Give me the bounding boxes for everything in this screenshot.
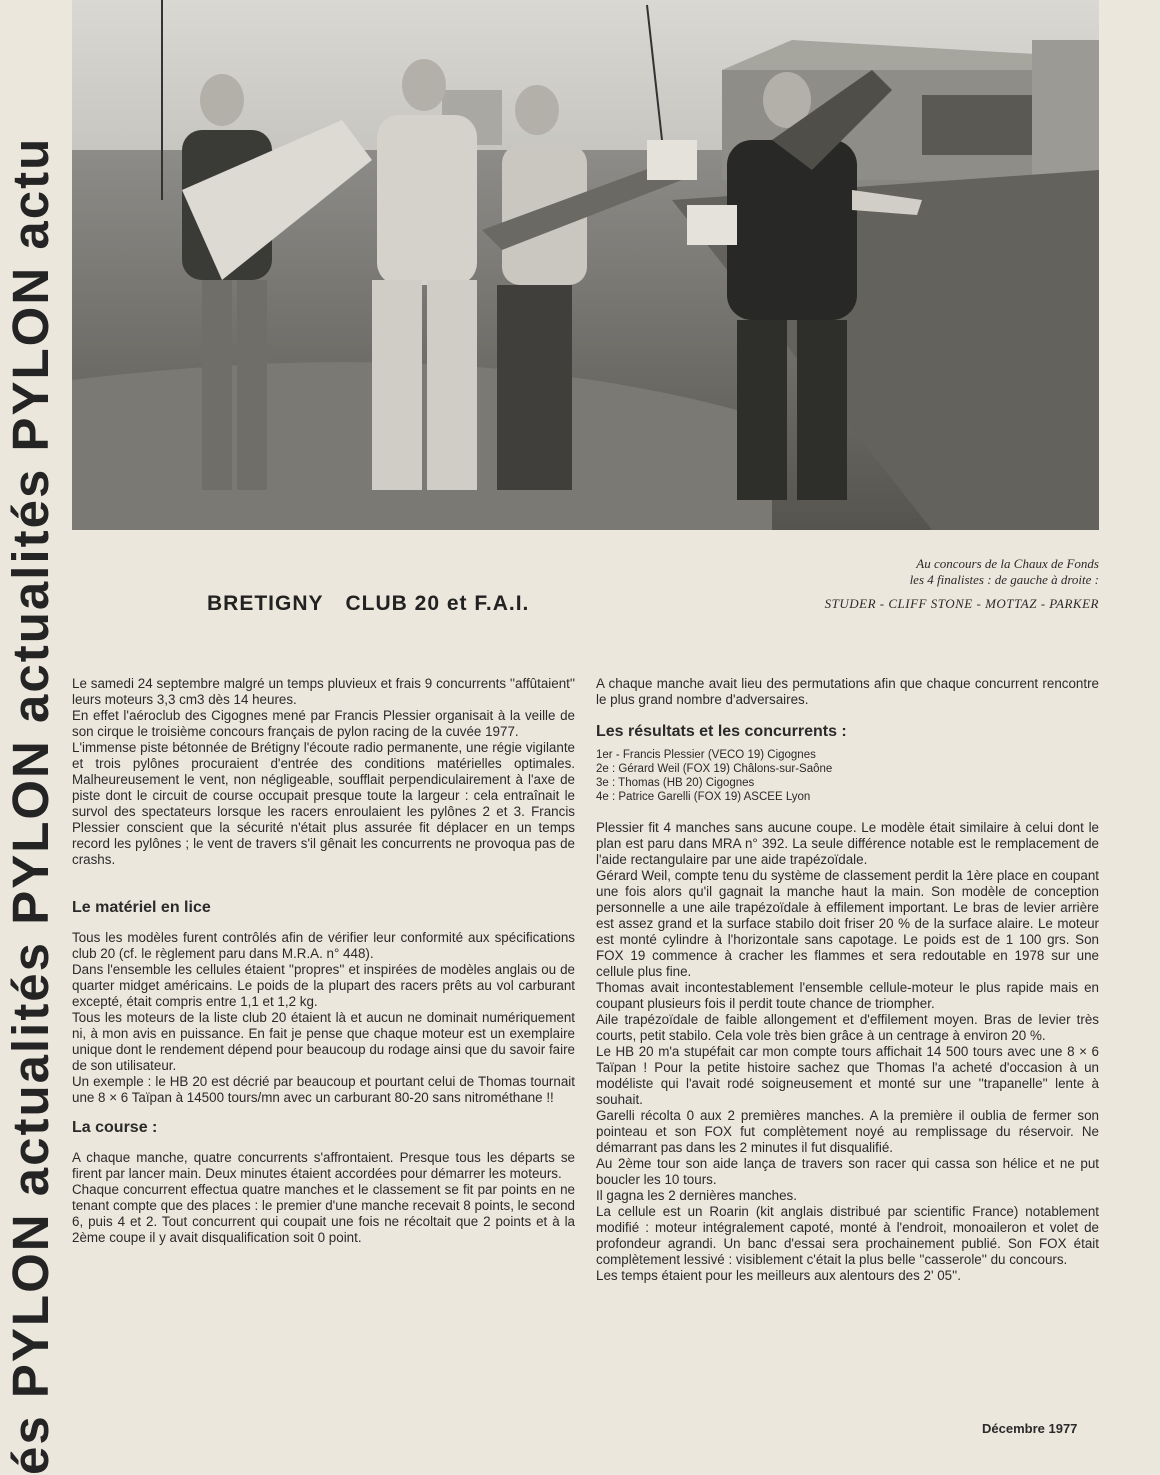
result-item: 3e : Thomas (HB 20) Cigognes <box>596 777 755 789</box>
caption-line: les 4 finalistes : de gauche à droite : <box>909 572 1099 587</box>
photo-finalists-illustration <box>72 0 1099 530</box>
paragraph: Chaque concurrent effectua quatre manches et le classement se fit par points en ne tenant compte que des places : le premier d'une manche recevait 8 points, le second 6, puis 4 et 2. Tout concurrent qui coupait une fois ne récoltait que 2 points et à la 2ème coupe il y avait disqualification soit 0 point. <box>72 1182 575 1245</box>
left-column <box>72 676 575 1246</box>
paragraph: A chaque manche avait lieu des permutations afin que chaque concurrent rencontre le plus grand nombre d'adversaires. <box>596 676 1099 707</box>
paragraph: Garelli récolta 0 aux 2 premières manches. A la première il oublia de fermer son pointeau et son FOX fut complètement noyé au remplissage du réservoir. Ne démarrant pas dans les 2 minutes il fut disqualifié. <box>596 1108 1099 1155</box>
paragraph: Gérard Weil, compte tenu du système de classement perdit la 1ère place en coupant une fois alors qu'il gagnait la manche haut la main. Son modèle de conception personnelle a une aile trapézoïdale à effilement important. Le bras de levier arrière est assez grand et la surface stabilo doit friser 20 % de la surface alaire. Le moteur est monté cylindre à l'horizontale sans capotage. Le poids est de 1 100 grs. Son FOX 19 commence à cracher les flammes et sera redoutable en 1978 sur une cellule plus fine. <box>596 868 1099 979</box>
vertical-section-banner <box>0 0 62 1475</box>
issue-date: Décembre 1977 <box>982 1421 1078 1436</box>
paragraph: Un exemple : le HB 20 est décrié par beaucoup et pourtant celui de Thomas tournait une 8 × 6 Taïpan à 14500 tours/mn avec un carburant 80-20 sans nitrométhane !! <box>72 1074 575 1105</box>
paragraph: Le samedi 24 septembre malgré un temps pluvieux et frais 9 concurrents ''affûtaient'' leurs moteurs 3,3 cm3 dès 14 heures. <box>72 676 575 707</box>
section-heading: La course : <box>72 1119 158 1136</box>
title-part: BRETIGNY <box>207 592 324 615</box>
result-item: 1er - Francis Plessier (VECO 19) Cigognes <box>596 749 816 761</box>
result-item: 4e : Patrice Garelli (FOX 19) ASCEE Lyon <box>596 791 811 803</box>
paragraph: Il gagna les 2 dernières manches. <box>596 1188 797 1203</box>
paragraph: La cellule est un Roarin (kit anglais distribué par scientific France) notablement modifié : moteur intégralement capoté, monté à l'endroit, monoaileron et volet de profondeur agrandi. Un banc d'essai sera prochainement publié. Son FOX était complètement lessivé : visiblement c'était la plus belle ''casserole'' du concours. <box>596 1204 1099 1267</box>
results-list <box>596 748 1099 804</box>
paragraph: A chaque manche, quatre concurrents s'affrontaient. Presque tous les départs se firent par lancer main. Deux minutes étaient accordées pour démarrer les moteurs. <box>72 1150 575 1181</box>
paragraph: En effet l'aéroclub des Cigognes mené par Francis Plessier organisait à la veille de son cirque le troisième concours français de pylon racing de la cuvée 1977. <box>72 708 575 739</box>
right-column <box>596 676 1099 1284</box>
photo-caption <box>700 556 1099 612</box>
paragraph: Au 2ème tour son aide lança de travers son racer qui cassa son hélice et ne put boucler les 10 tours. <box>596 1156 1099 1187</box>
paragraph: Dans l'ensemble les cellules étaient ''propres'' et inspirées de modèles anglais ou de quarter midget américains. Le poids de la plupart des racers prêts au vol carburant excepté, était compris entre 1,1 et 1,2 kg. <box>72 962 575 1009</box>
caption-line: Au concours de la Chaux de Fonds <box>916 556 1099 571</box>
title-part: CLUB 20 et F.A.I. <box>345 592 530 615</box>
paragraph: Le HB 20 m'a stupéfait car mon compte tours affichait 14 500 tours avec une 8 × 6 Taïpan ! Pour la petite histoire sachez que Thomas l'a acheté d'occasion à un modéliste qui l'avait rodé soigneusement et monté sur une ''trapanelle'' lente à souhait. <box>596 1044 1099 1107</box>
result-item: 2e : Gérard Weil (FOX 19) Châlons-sur-Saône <box>596 763 833 775</box>
paragraph: Les temps étaient pour les meilleurs aux alentours des 2' 05''. <box>596 1268 961 1283</box>
paragraph: Tous les moteurs de la liste club 20 étaient là et aucun ne dominait numériquement ni, à mon avis en puissance. En fait je pense que chaque moteur est un exemplaire unique dont le rendement dépend pour beaucoup du rodage ainsi que du savoir faire de son utilisateur. <box>72 1010 575 1073</box>
article-title <box>207 592 529 616</box>
caption-names: STUDER - CLIFF STONE - MOTTAZ - PARKER <box>824 596 1099 611</box>
paragraph: Tous les modèles furent contrôlés afin de vérifier leur conformité aux spécifications club 20 (cf. le règlement paru dans M.R.A. n° 448). <box>72 930 575 961</box>
section-banner-text: és PYLON actualités PYLON actualités PYLON actu <box>2 136 59 1475</box>
paragraph: Plessier fit 4 manches sans aucune coupe. Le modèle était similaire à celui dont le plan est paru dans MRA n° 392. La seule différence notable est le remplacement de l'aide rectangulaire par une aide trapézoïdale. <box>596 820 1099 867</box>
paragraph: Aile trapézoïdale de faible allongement et d'effilement moyen. Bras de levier très courts, petit stabilo. Cela vole très bien grâce à un centrage à environ 20 %. <box>596 1012 1099 1043</box>
article-photo <box>72 0 1099 530</box>
paragraph: L'immense piste bétonnée de Brétigny l'écoute radio permanente, une régie vigilante et trois pylônes procuraient d'entrée des conditions matérielles optimales. Malheureusement le vent, non négligeable, soufflait perpendiculairement à l'axe de piste dont le circuit de course occupait presque toute la largeur : cela entraînait le survol des spectateurs lorsque les racers enroulaient les pylônes 2 et 3. Francis Plessier conscient que la sécurité n'était plus assurée fit déplacer en un temps record les pylônes ; le vent de travers s'il gênait les concurrents ne provoqua pas de crashs. <box>72 740 575 867</box>
section-heading: Le matériel en lice <box>72 899 211 916</box>
paragraph: Thomas avait incontestablement l'ensemble cellule-moteur le plus rapide mais en coupant plusieurs fois il perdit toute chance de triompher. <box>596 980 1099 1011</box>
section-heading: Les résultats et les concurrents : <box>596 723 847 740</box>
